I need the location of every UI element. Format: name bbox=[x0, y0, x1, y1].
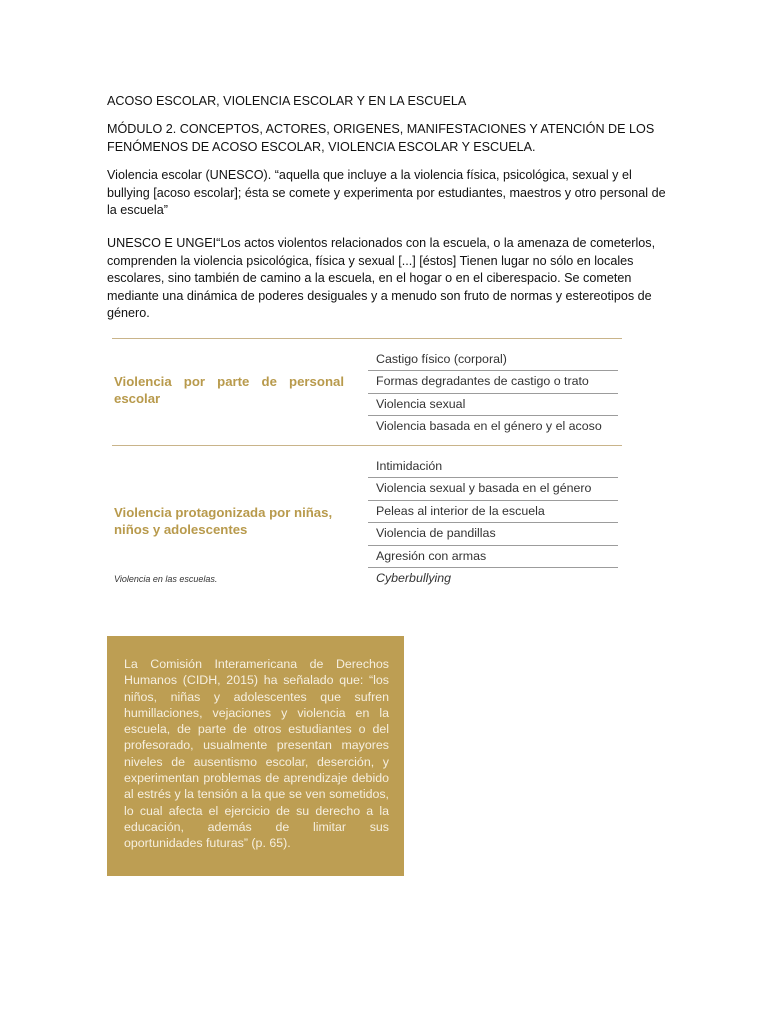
list-item: Cyberbullying bbox=[376, 570, 452, 585]
list-item: Formas degradantes de castigo o trato bbox=[368, 371, 618, 393]
ungei-definition: UNESCO E UNGEI“Los actos violentos relacionados con la escuela, o la amenaza de cometerlos, comprenden la violencia psicológica, física y sexual [...] [éstos] Tienen lugar no sólo en locales escolares, sino también de camino a la escuela, en el hogar o en el ciberespacio. Se cometen mediante una dinámica de poderes desiguales y a menudo son fruto de normas y estereotipos de género. bbox=[107, 236, 656, 320]
list-item: Intimidación bbox=[368, 456, 618, 478]
figure-caption: Violencia en las escuelas. bbox=[114, 574, 218, 584]
school-staff-violence-list bbox=[368, 349, 618, 438]
list-item: Violencia de pandillas bbox=[368, 523, 618, 545]
list-item: Castigo físico (corporal) bbox=[368, 349, 618, 371]
list-item: Agresión con armas bbox=[368, 546, 618, 568]
figure-top-rule bbox=[112, 338, 622, 339]
unesco-definition: Violencia escolar (UNESCO). “aquella que incluye a la violencia física, psicológica, sexual y el bullying [acoso escolar]; ésta se comete y experimenta por estudiantes, maestros y otro personal de la escuela” bbox=[107, 168, 666, 217]
cidh-quote-box bbox=[107, 636, 404, 876]
group-heading-children: Violencia protagonizada por niñas, niños y adolescentes bbox=[114, 505, 333, 537]
figure-mid-rule bbox=[112, 445, 622, 446]
violence-types-figure bbox=[108, 336, 622, 600]
children-violence-list bbox=[368, 456, 618, 589]
group-heading-school-staff: Violencia por parte de personal escolar bbox=[114, 374, 344, 406]
list-item: Violencia sexual y basada en el género bbox=[368, 478, 618, 500]
list-item: Violencia basada en el género y el acoso bbox=[376, 419, 602, 434]
cidh-quote-text: La Comisión Interamericana de Derechos Humanos (CIDH, 2015) ha señalado que: “los niños, niñas y adolescentes que sufren humillaciones, vejaciones y violencia en la escuela, de parte de otros estudiantes o del profesorado, usualmente presentan mayores niveles de ausentismo escolar, deserción, y experimentan problemas de aprendizaje debido al estrés y la tensión a la que se ven sometidos, lo cual afecta el ejercicio de su derecho a la educación, además de limitar sus oportunidades futuras” (p. 65). bbox=[124, 657, 389, 851]
document-title: ACOSO ESCOLAR, VIOLENCIA ESCOLAR Y EN LA ESCUELA bbox=[107, 94, 467, 108]
module-heading: MÓDULO 2. CONCEPTOS, ACTORES, ORIGENES, MANIFESTACIONES Y ATENCIÓN DE LOS FENÓMENOS DE ACOSO ESCOLAR, VIOLENCIA ESCOLAR Y ESCUELA. bbox=[107, 122, 655, 154]
list-item: Peleas al interior de la escuela bbox=[368, 501, 618, 523]
list-item: Violencia sexual bbox=[368, 394, 618, 416]
